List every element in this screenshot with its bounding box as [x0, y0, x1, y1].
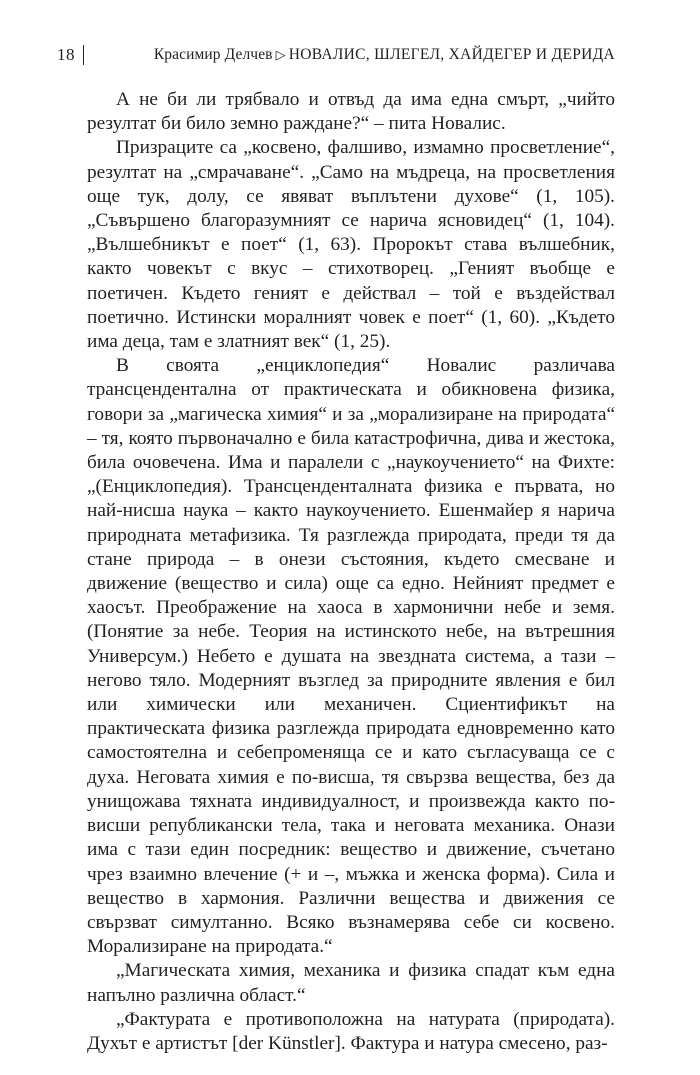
page-number: 18	[57, 45, 75, 64]
paragraph: В своята „енциклопедия“ Новалис различава трансцендентална от практическата и обикновена физика, говори за „магическа химия“ и за „морализиране на природата“ – тя, която първоначално е била катастрофична, дива и жестока, била очовечена. Има и паралели с „наукоучението“ на Фихте: „(Енциклопедия). Трансценденталната физика е първата, но най-нисша наука – както наукоучението. Ешенмайер я нарича природната метафизика. Тя разглежда природата, преди тя да стане природа – в онези състояния, където смесване и движение (вещество и сила) още са едно. Нейният предмет е хаосът. Преображение на хаоса в хармонични небе и земя. (Понятие за небе. Теория на истинското небе, на вътрешния Универсум.) Небето е душата на звездната система, а тази – негово тяло. Модерният възглед за природните явления е бил или химически или механичен. Сциентификът на практическата физика разглежда природата едновременно като самостоятелна и себепроменяща се и като съгласуваща се с духа. Неговата химия е по-висша, тя свързва вещества, без да унищожава тяхната индивидуалност, и произвежда както по-висши републикански тела, така и неговата механика. Онази има с тази един посредник: вещество и движение, съчетано чрез взаимно влечение (+ и –, мъжка и женска форма). Сила и вещество в хармония. Различни вещества и движения се свързват симултанно. Всяко възнамерява себе си косвено. Морализиране на природата.“	[87, 355, 615, 958]
paragraph: „Магическата химия, механика и физика спадат към една напълно различна област.“	[87, 960, 615, 1006]
book-title: НОВАЛИС, ШЛЕГЕЛ, ХАЙДЕГЕР И ДЕРИДА	[288, 46, 615, 63]
triangle-separator-icon: ▷	[275, 47, 286, 62]
page-header	[57, 40, 615, 70]
running-head	[154, 40, 615, 70]
paragraph: „Фактурата е противоположна на натурата (природата). Духът е артистът [der Künstler]. Фактура и натура смесено, раз-	[87, 1008, 615, 1054]
paragraph: Призраците са „косвено, фалшиво, измамно просветление“, резултат на „смрачаване“. „Само на мъдреца, на просветления още тук, долу, се явяват въплътени духове“ (1, 105). „Съвършено благоразумният се нарича ясновидец“ (1, 104). „Вълшебникът е поет“ (1, 63). Пророкът става вълшебник, както човекът с вкус – стихотворец. „Геният въобще е поетичен. Където геният е действал – той е въздействал поетично. Истински моралният човек е поет“ (1, 60). „Където има деца, там е златният век“ (1, 25).	[87, 137, 615, 353]
header-divider	[83, 45, 84, 65]
paragraph: А не би ли трябвало и отвъд да има една смърт, „чийто резултат би било земно раждане?“ – пита Новалис.	[87, 89, 615, 135]
body-text	[87, 88, 615, 1056]
author-name: Красимир Делчев	[153, 46, 273, 63]
